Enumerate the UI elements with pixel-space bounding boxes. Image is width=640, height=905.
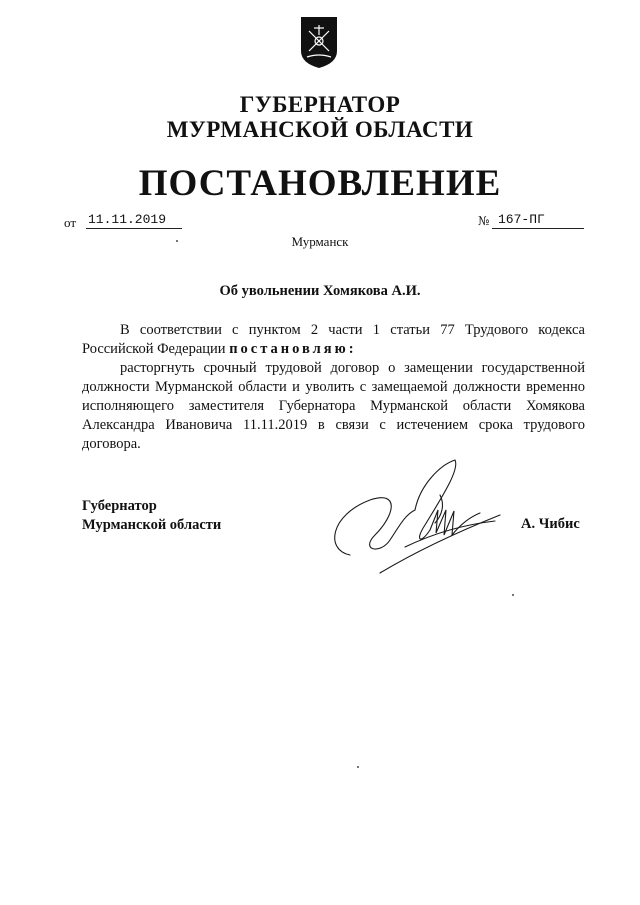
handwritten-signature — [320, 455, 520, 585]
date-prefix: от — [64, 215, 77, 230]
document-type-heading: ПОСТАНОВЛЕНИЕ — [138, 163, 502, 204]
scan-speck — [357, 766, 359, 768]
date-value: 11.11.2019 — [86, 211, 182, 229]
scan-speck — [176, 240, 178, 242]
document-number-value: 167-ПГ — [492, 211, 584, 229]
authority-title-line2: МУРМАНСКОЙ ОБЛАСТИ — [166, 117, 474, 142]
body-intro-text: В соответствии с пунктом 2 части 1 статьи 77 Трудового кодекса Российской Федерации — [82, 322, 585, 357]
body-intro-paragraph — [82, 321, 585, 359]
decree-word: постановляю: — [229, 341, 357, 357]
city-name: Мурманск — [291, 234, 349, 249]
signer-name: А. Чибис — [521, 516, 580, 532]
coat-of-arms-icon — [299, 15, 339, 70]
signer-position-line2: Мурманской области — [82, 517, 222, 533]
signer-position — [82, 497, 221, 535]
signer-position-line1: Губернатор — [82, 498, 157, 514]
number-prefix: № — [478, 214, 490, 228]
document-subject: Об увольнении Хомякова А.И. — [219, 283, 421, 299]
body-decision-paragraph: расторгнуть срочный трудовой договор о замещении государственной должности Мурманской области и уволить с замещаемой должности временно исполняющего заместителя Губернатора Мурманской области Хомякова Александра Ивановича 11.11.2019 в связи с истечением срока трудового договора. — [82, 360, 585, 452]
authority-title-line1: ГУБЕРНАТОР — [239, 92, 401, 117]
document-body — [82, 321, 585, 454]
scan-speck — [512, 594, 514, 596]
